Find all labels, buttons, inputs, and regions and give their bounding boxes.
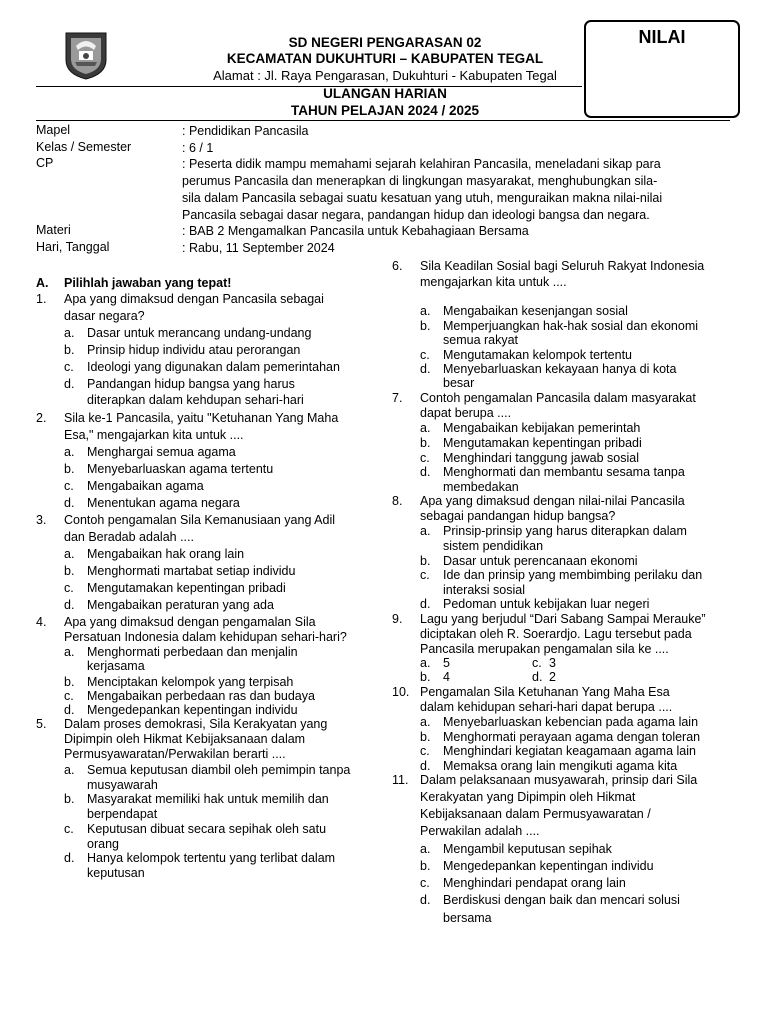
option-letter: d. [420, 759, 431, 773]
question-text: Apa yang dimaksud dengan pengamalan Sila [64, 615, 316, 629]
question-number: 11. [392, 773, 409, 787]
option-text: Mengabaikan kesenjangan sosial [443, 304, 628, 318]
option-letter: a. [64, 645, 75, 659]
option-letter: a. [64, 445, 75, 459]
option-text: Menghindari pendapat orang lain [443, 876, 626, 890]
score-box [584, 20, 740, 118]
option-letter: b. [64, 462, 75, 476]
question-number: 1. [36, 292, 47, 306]
question-text: Contoh pengamalan Sila Kemanusiaan yang Adil [64, 513, 336, 527]
question-text: Contoh pengamalan Pancasila dalam masyarakat [420, 391, 696, 405]
option-text: Mengabaikan peraturan yang ada [87, 598, 274, 612]
question-text: Esa," mengajarkan kita untuk .... [64, 428, 244, 442]
school-name: SD NEGERI PENGARASAN 02 [288, 35, 482, 50]
question-text: Permusyawaratan/Perwakilan berarti .... [64, 747, 286, 761]
cp-line: sila dalam Pancasila sebagai suatu kesatuan yang utuh, menguraikan makna nilai-nilai [182, 191, 663, 205]
option-text: Hanya kelompok tertentu yang terlibat dalam [87, 851, 336, 865]
question-text: Pancasila merupakan pengamalan sila ke .... [420, 642, 669, 656]
option-text: 3 [549, 656, 556, 670]
question-text: Sila ke-1 Pancasila, yaitu "Ketuhanan Yang Maha [64, 411, 339, 425]
option-letter: c. [64, 822, 74, 836]
option-letter: b. [64, 343, 75, 357]
question-text: dasar negara? [64, 309, 145, 323]
option-letter: d. [64, 598, 75, 612]
materi-label: Materi [36, 223, 71, 237]
district-name: KECAMATAN DUKUHTURI – KABUPATEN TEGAL [226, 51, 544, 66]
question-number: 2. [36, 411, 47, 425]
question-text: diciptakan oleh R. Soerardjo. Lagu tersebut pada [420, 627, 692, 641]
option-letter: b. [64, 675, 75, 689]
question-text: Dalam pelaksanaan musyawarah, prinsip dari Sila [420, 773, 698, 787]
option-text: Mengabaikan perbedaan ras dan budaya [87, 689, 315, 703]
question-number: 6. [392, 259, 403, 273]
option-letter: d. [420, 597, 431, 611]
option-text: orang [87, 837, 119, 851]
option-text: sistem pendidikan [443, 539, 544, 553]
question-number: 4. [36, 615, 47, 629]
option-letter: c. [532, 656, 542, 670]
mapel-value: : Pendidikan Pancasila [182, 124, 309, 138]
option-letter: a. [64, 326, 75, 340]
option-letter: d. [64, 851, 75, 865]
option-letter: c. [420, 451, 430, 465]
option-text: Menciptakan kelompok yang terpisah [87, 675, 294, 689]
question-text: dapat berupa .... [420, 406, 512, 420]
option-text: Mengambil keputusan sepihak [443, 842, 612, 856]
option-text: Keputusan dibuat secara sepihak oleh satu [87, 822, 327, 836]
score-label: NILAI [638, 27, 686, 47]
option-letter: a. [420, 304, 431, 318]
option-letter: c. [64, 581, 74, 595]
option-text: Menentukan agama negara [87, 496, 240, 510]
option-text: Mengedepankan kepentingan individu [443, 859, 654, 873]
option-text: Dasar untuk merancang undang-undang [87, 326, 312, 340]
option-text: Menghargai semua agama [87, 445, 236, 459]
option-letter: b. [420, 859, 431, 873]
option-text: bersama [443, 911, 492, 925]
option-letter: a. [420, 842, 431, 856]
section-title: Pilihlah jawaban yang tepat! [64, 276, 232, 290]
option-text: Mengutamakan kepentingan pribadi [443, 436, 642, 450]
option-text: interaksi sosial [443, 583, 525, 597]
option-text: Mengutamakan kelompok tertentu [443, 348, 632, 362]
option-text: Berdiskusi dengan baik dan mencari solusi [443, 893, 680, 907]
option-text: musyawarah [87, 778, 158, 792]
option-text: Menyebarluaskan kebencian pada agama lain [443, 715, 699, 729]
option-text: Dasar untuk perencanaan ekonomi [443, 554, 638, 568]
question-text: Apa yang dimaksud dengan nilai-nilai Pancasila [420, 494, 685, 508]
option-text: membedakan [443, 480, 519, 494]
question-text: Pengamalan Sila Ketuhanan Yang Maha Esa [420, 685, 670, 699]
option-text: diterapkan dalam kehdupan sehari-hari [87, 393, 304, 407]
hari-label: Hari, Tanggal [36, 240, 110, 254]
option-text: Mengedepankan kepentingan individu [87, 703, 298, 717]
option-text: Menghormati perayaan agama dengan toleran [443, 730, 701, 744]
option-letter: c. [64, 479, 74, 493]
option-letter: c. [420, 876, 430, 890]
option-text: keputusan [87, 866, 145, 880]
option-letter: c. [64, 360, 74, 374]
school-address: Alamat : Jl. Raya Pengarasan, Dukuhturi - Kabupaten Tegal [213, 68, 557, 83]
option-letter: d. [420, 893, 431, 907]
option-letter: a. [420, 524, 431, 538]
option-text: kerjasama [87, 659, 145, 673]
option-text: Semua keputusan diambil oleh pemimpin tanpa [87, 763, 351, 777]
materi-value: : BAB 2 Mengamalkan Pancasila untuk Kebahagiaan Bersama [182, 224, 529, 238]
option-text: besar [443, 376, 475, 390]
option-letter: a. [64, 547, 75, 561]
option-text: Menghindari tanggung jawab sosial [443, 451, 639, 465]
option-text: Menghormati perbedaan dan menjalin [87, 645, 298, 659]
question-text: Dalam proses demokrasi, Sila Kerakyatan yang [64, 717, 328, 731]
option-letter: c. [64, 689, 74, 703]
option-text: Ide dan prinsip yang membimbing perilaku dan [443, 568, 703, 582]
option-text: Menghormati dan membantu sesama tanpa [443, 465, 685, 479]
question-text: dan Beradab adalah .... [64, 530, 194, 544]
question-text: Kerakyatan yang Dipimpin oleh Hikmat [420, 790, 636, 804]
option-letter: d. [532, 670, 543, 684]
option-text: 2 [549, 670, 556, 684]
question-text: Dipimpin oleh Hikmat Kebijaksanaan dalam [64, 732, 306, 746]
option-letter: c. [420, 744, 430, 758]
option-text: Mengabaikan agama [87, 479, 204, 493]
cp-line: perumus Pancasila dan menerapkan di lingkungan masyarakat, menghubungkan sila- [182, 174, 658, 188]
option-text: Mengabaikan hak orang lain [87, 547, 245, 561]
info-divider [36, 120, 730, 121]
question-number: 10. [392, 685, 410, 699]
question-text: Apa yang dimaksud dengan Pancasila sebagai [64, 292, 324, 306]
option-letter: a. [64, 763, 75, 777]
question-number: 7. [392, 391, 403, 405]
question-text: sebagai pandangan hidup bangsa? [420, 509, 616, 523]
option-letter: a. [420, 421, 431, 435]
option-letter: b. [420, 554, 431, 568]
option-letter: a. [420, 656, 431, 670]
cp-label: CP [36, 156, 54, 170]
option-text: Memperjuangkan hak-hak sosial dan ekonomi [443, 319, 699, 333]
option-text: Menghormati martabat setiap individu [87, 564, 296, 578]
option-text: Memaksa orang lain mengikuti agama kita [443, 759, 678, 773]
option-text: Mengabaikan kebijakan pemerintah [443, 421, 641, 435]
option-text: Prinsip-prinsip yang harus diterapkan dalam [443, 524, 687, 538]
question-text: Persatuan Indonesia dalam kehidupan sehari-hari? [64, 630, 347, 644]
question-number: 9. [392, 612, 403, 626]
exam-title: ULANGAN HARIAN [323, 86, 447, 101]
cp-line: Pancasila sebagai dasar negara, pandangan hidup dan ideologi bangsa dan negara. [182, 208, 650, 222]
option-letter: d. [64, 377, 75, 391]
option-text: 5 [443, 656, 450, 670]
option-text: berpendapat [87, 807, 158, 821]
option-letter: d. [64, 703, 75, 717]
academic-year: TAHUN PELAJAN 2024 / 2025 [290, 103, 480, 118]
option-text: Menyebarluaskan agama tertentu [87, 462, 274, 476]
question-text: Kebijaksanaan dalam Permusyawaratan / [420, 807, 651, 821]
option-text: Menyebarluaskan kekayaan hanya di kota [443, 362, 677, 376]
question-text: Perwakilan adalah .... [420, 824, 540, 838]
option-text: Pandangan hidup bangsa yang harus [87, 377, 295, 391]
option-letter: b. [420, 730, 431, 744]
option-letter: a. [420, 715, 431, 729]
option-text: Masyarakat memiliki hak untuk memilih dan [87, 792, 329, 806]
option-letter: b. [64, 792, 75, 806]
option-text: Mengutamakan kepentingan pribadi [87, 581, 286, 595]
regency-emblem-logo [62, 30, 110, 80]
option-text: 4 [443, 670, 450, 684]
question-number: 8. [392, 494, 403, 508]
question-text: Sila Keadilan Sosial bagi Seluruh Rakyat Indonesia [420, 259, 705, 273]
question-number: 5. [36, 717, 47, 731]
option-letter: b. [420, 670, 431, 684]
option-letter: b. [64, 564, 75, 578]
option-text: Prinsip hidup individu atau perorangan [87, 343, 301, 357]
option-letter: b. [420, 436, 431, 450]
option-letter: d. [420, 362, 431, 376]
question-number: 3. [36, 513, 47, 527]
option-letter: d. [64, 496, 75, 510]
kelas-label: Kelas / Semester [36, 140, 132, 154]
option-letter: d. [420, 465, 431, 479]
kelas-value: : 6 / 1 [182, 141, 214, 155]
option-text: Menghindari kegiatan keagamaan agama lain [443, 744, 696, 758]
question-text: Lagu yang berjudul “Dari Sabang Sampai Merauke” [420, 612, 706, 626]
option-text: Ideologi yang digunakan dalam pemerintahan [87, 360, 340, 374]
option-text: semua rakyat [443, 333, 519, 347]
option-letter: c. [420, 348, 430, 362]
mapel-label: Mapel [36, 123, 71, 137]
option-letter: c. [420, 568, 430, 582]
section-letter: A. [36, 276, 49, 290]
cp-line: : Peserta didik mampu memahami sejarah kelahiran Pancasila, meneladani sikap para [182, 157, 661, 171]
option-text: Pedoman untuk kebijakan luar negeri [443, 597, 650, 611]
question-text: mengajarkan kita untuk .... [420, 275, 567, 289]
hari-value: : Rabu, 11 September 2024 [182, 241, 335, 255]
option-letter: b. [420, 319, 431, 333]
question-text: dalam kehidupan sehari-hari dapat berupa .... [420, 700, 673, 714]
